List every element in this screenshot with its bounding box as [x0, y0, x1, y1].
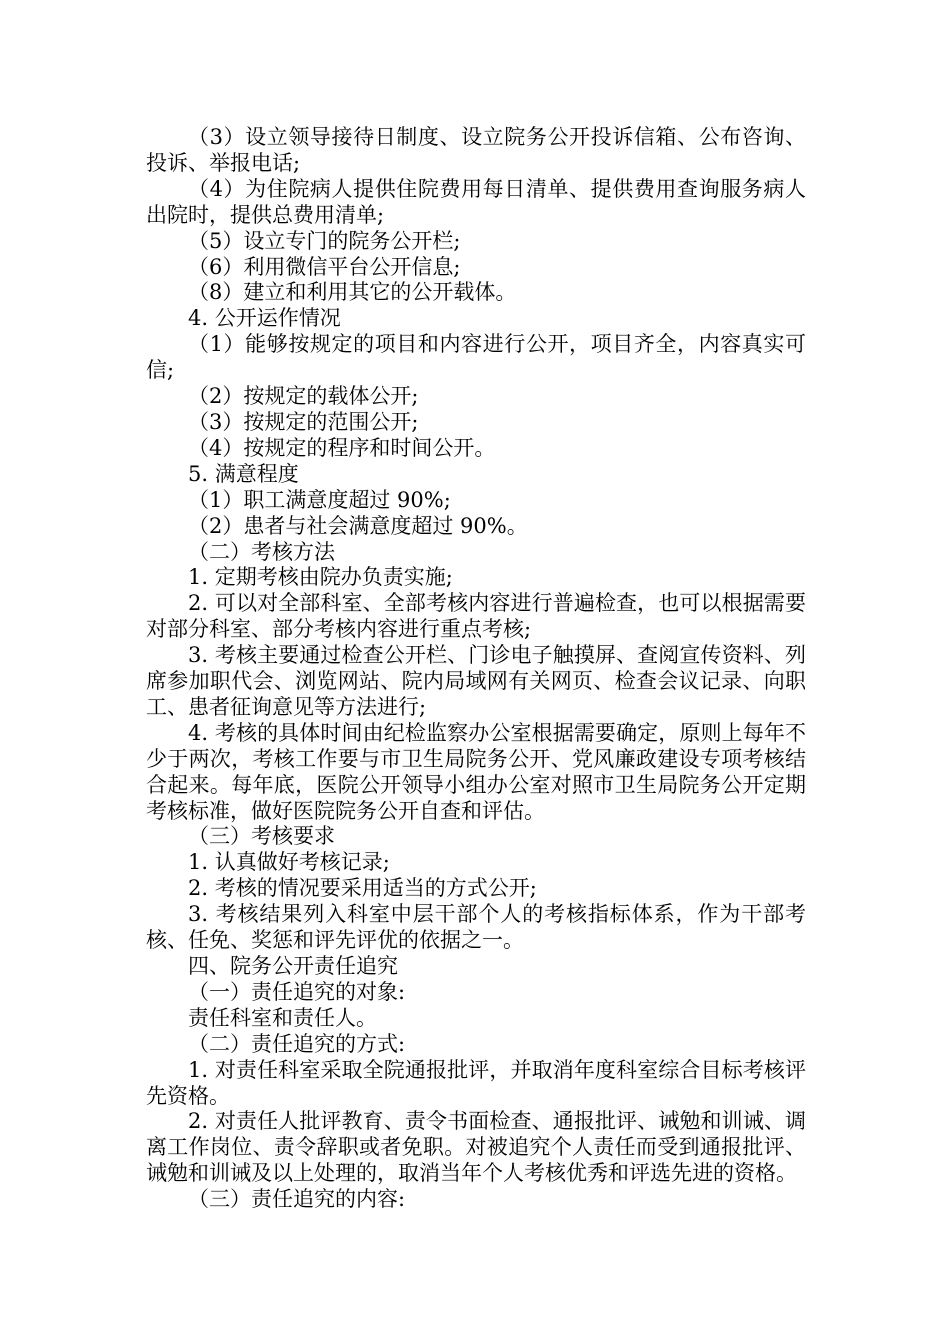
paragraph: （3）按规定的范围公开;	[188, 409, 419, 434]
paragraph: 责任科室和责任人。	[188, 1005, 377, 1030]
paragraph: 2. 可以对全部科室、全部考核内容进行普遍检查，也可以根据需要对部分科室、部分考核内容进行重点考核;	[146, 591, 806, 642]
paragraph: （8）建立和利用其它的公开载体。	[188, 280, 517, 305]
paragraph: 1. 对责任科室采取全院通报批评，并取消年度科室综合目标考核评先资格。	[146, 1057, 806, 1108]
paragraph: （2）患者与社会满意度超过 90%。	[188, 513, 528, 538]
paragraph: 3. 考核结果列入科室中层干部个人的考核指标体系，作为干部考核、任免、奖惩和评先评优的依据之一。	[146, 902, 806, 953]
paragraph: （4）按规定的程序和时间公开。	[188, 435, 496, 460]
section-heading: （二）考核方法	[188, 539, 335, 564]
paragraph: 1. 认真做好考核记录;	[188, 850, 390, 875]
section-heading: 4. 公开运作情况	[188, 306, 341, 331]
paragraph: （3）设立领导接待日制度、设立院务公开投诉信箱、公布咨询、投诉、举报电话;	[146, 125, 806, 175]
paragraph: （1）能够按规定的项目和内容进行公开，项目齐全，内容真实可信;	[146, 332, 806, 383]
document-body	[146, 125, 806, 1213]
section-heading: 四、院务公开责任追究	[188, 954, 398, 978]
paragraph: 2. 对责任人批评教育、责令书面检查、通报批评、诫勉和训诫、调离工作岗位、责令辞职或者免职。对被追究个人责任而受到通报批评、诫勉和训诫及以上处理的，取消当年个人考核优秀和评选先进的资格。	[146, 1109, 806, 1186]
section-heading: （二）责任追究的方式:	[188, 1031, 406, 1056]
paragraph: 4. 考核的具体时间由纪检监察办公室根据需要确定，原则上每年不少于两次，考核工作要与市卫生局院务公开、党风廉政建设专项考核结合起来。每年底，医院公开领导小组办公室对照市卫生局院务公开定期考核标准，做好医院院务公开自查和评估。	[146, 720, 806, 823]
paragraph: 3. 考核主要通过检查公开栏、门诊电子触摸屏、查阅宣传资料、列席参加职代会、浏览网站、院内局域网有关网页、检查会议记录、向职工、患者征询意见等方法进行;	[146, 643, 806, 719]
paragraph: 1. 定期考核由院办负责实施;	[188, 565, 453, 590]
paragraph: （2）按规定的载体公开;	[188, 384, 419, 409]
paragraph: （5）设立专门的院务公开栏;	[188, 228, 461, 253]
paragraph: （1）职工满意度超过 90%;	[188, 487, 451, 512]
section-heading: （三）考核要求	[188, 824, 335, 849]
paragraph: （4）为住院病人提供住院费用每日清单、提供费用查询服务病人出院时，提供总费用清单;	[146, 176, 806, 227]
section-heading: 5. 满意程度	[188, 461, 299, 486]
paragraph: （6）利用微信平台公开信息;	[188, 254, 461, 279]
paragraph: 2. 考核的情况要采用适当的方式公开;	[188, 876, 537, 901]
section-heading: （一）责任追究的对象:	[188, 979, 406, 1004]
section-heading: （三）责任追究的内容:	[188, 1187, 406, 1212]
